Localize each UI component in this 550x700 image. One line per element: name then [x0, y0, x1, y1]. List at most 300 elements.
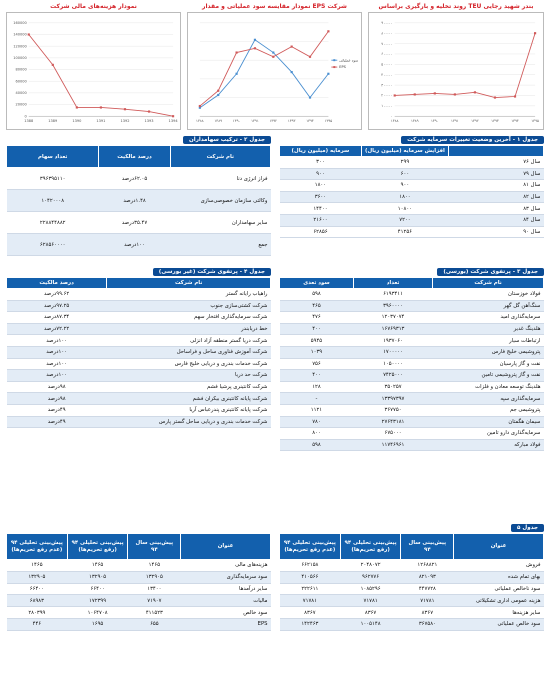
- value-cell: ۱۳۲۹۰۵: [7, 571, 68, 583]
- value-cell: ۵۹۴۵: [280, 335, 354, 347]
- table-row: [7, 618, 271, 630]
- table-row: [280, 289, 544, 301]
- table-row: [7, 381, 271, 393]
- row-label-cell: راهیاب رایانه گستر: [107, 289, 271, 301]
- column-header: تعداد: [353, 278, 432, 289]
- table-row: [280, 180, 544, 192]
- x-tick-label: 1394: [168, 119, 178, 124]
- table-row: [280, 203, 544, 215]
- x-tick-label: 1390: [72, 119, 82, 124]
- value-cell: ۹۰۰: [361, 180, 448, 192]
- value-cell: ۱۳۴۰۰: [128, 583, 181, 595]
- value-cell: ۶۸۹۸۳: [7, 595, 68, 607]
- data-point: [454, 93, 456, 95]
- value-cell: ۵۹۸: [280, 439, 354, 451]
- table-forecast: [6, 524, 544, 631]
- value-cell: ۷۲۰۰: [361, 214, 448, 226]
- data-point: [394, 94, 396, 96]
- column-header: پیش‌بینی تحلیلی ۹۴ (رفع تحریم‌ها): [340, 534, 401, 560]
- value-cell: ۴۴۶: [7, 618, 68, 630]
- value-cell: ۲۸۰۳۹۹: [7, 607, 68, 619]
- legend-label: سود عملیاتی: [339, 58, 359, 63]
- value-cell: ۴۰۰: [280, 370, 354, 382]
- value-cell: ۱۰۶۴۷۰۸: [67, 607, 128, 619]
- value-cell: ۲۷۶۴۳۱۸۱: [353, 416, 432, 428]
- y-tick-label: ۰: [390, 114, 393, 119]
- table-row: [280, 168, 544, 180]
- table-row: [280, 439, 544, 451]
- value-cell: ۹۰۰: [280, 168, 362, 180]
- value-cell: ۳۹۶۰۰۰۰: [353, 300, 432, 312]
- table-tag: جدول ۳ - پرتفوی شرکت (بورسی): [437, 268, 544, 276]
- value-cell: ۱۳۳۹۷۳۹۷: [353, 393, 432, 405]
- data-point: [272, 56, 274, 58]
- value-cell: ۶۶۲۱۵۸: [280, 560, 341, 572]
- y-tick-label: ۱۰۰۰۰۰: [381, 104, 393, 109]
- chart-title: نمودار مقایسه سود عملیاتی و مقدار EPS شرکت: [202, 3, 347, 10]
- eps-line-chart: [188, 13, 361, 129]
- value-cell: ۱۴۶۵: [67, 560, 128, 572]
- value-cell: ۱۸۰۰: [280, 180, 362, 192]
- chart-teu-trend: [368, 3, 544, 130]
- value-cell: ۱۲۸: [280, 381, 354, 393]
- table-row: [7, 323, 271, 335]
- value-cell: ۹۸درصد: [7, 393, 107, 405]
- table-row: [280, 595, 544, 607]
- y-tick-label: ۴۰۰۰۰۰: [381, 72, 393, 77]
- data-point: [76, 106, 78, 108]
- value-cell: ۱۰۸۵۲۹۶: [340, 583, 401, 595]
- data-point: [254, 39, 256, 41]
- value-cell: ۷۲.۲۲درصد: [7, 323, 107, 335]
- value-cell: ۵۹۸: [280, 289, 354, 301]
- row-label-cell: بهای تمام شده: [454, 571, 544, 583]
- row-label-cell: سود خالص: [181, 607, 271, 619]
- x-tick-label: ۱۳۹۲: [471, 119, 479, 124]
- table-row: [280, 300, 544, 312]
- value-cell: ۱۲۰۳۷۰۷۴: [353, 312, 432, 324]
- data-point: [414, 93, 416, 95]
- forecast-table-left: [6, 533, 271, 631]
- row-label-cell: شرکت دریا گستر منطقه آزاد انزلی: [107, 335, 271, 347]
- value-cell: ۱۱۷۴۶۹۶۱: [353, 439, 432, 451]
- value-cell: ۶۲.۰۵درصد: [99, 168, 170, 190]
- x-tick-label: ۱۳۹۳: [491, 119, 499, 124]
- table-row: [7, 404, 271, 416]
- capital-changes-table: [279, 145, 544, 238]
- value-cell: ۱۶۹۵: [67, 618, 128, 630]
- value-cell: ۱.۴۸درصد: [99, 190, 170, 212]
- value-cell: ۱۹۳۷۰۶۰: [353, 335, 432, 347]
- value-cell: ۳۶۷۵۸۰: [401, 618, 454, 630]
- value-cell: ۴۰۰: [280, 323, 354, 335]
- y-tick-label: 100000: [13, 56, 27, 61]
- data-point: [291, 71, 293, 73]
- series-line: [395, 33, 535, 97]
- column-header: نام شرکت: [433, 278, 544, 289]
- data-point: [235, 51, 237, 53]
- row-label-cell: سایر درآمدها: [181, 583, 271, 595]
- x-tick-label: ۱۳۹۴: [511, 119, 519, 124]
- table-row: [7, 289, 271, 301]
- x-tick-label: 1392: [120, 119, 130, 124]
- legend-marker: [333, 59, 335, 61]
- table-row: [280, 393, 544, 405]
- y-tick-label: 120000: [13, 44, 27, 49]
- x-tick-label: 1388: [24, 119, 34, 124]
- value-cell: -: [280, 393, 354, 405]
- x-tick-label: ۱۳۹۴: [306, 119, 314, 124]
- chart-title: نمودار هزینه‌های مالی شرکت: [50, 3, 137, 10]
- value-cell: ۲۰۴۸۰۷۲: [340, 560, 401, 572]
- column-header: نام شرکت: [107, 278, 271, 289]
- y-tick-label: ۶۰۰۰۰۰: [381, 52, 393, 57]
- value-cell: ۹۹.۶۲درصد: [7, 289, 107, 301]
- row-label-cell: سال ۹۰: [448, 226, 543, 238]
- x-tick-label: ۱۳۹۲: [269, 119, 278, 124]
- row-label-cell: مالیات: [181, 595, 271, 607]
- row-label-cell: سود خالص عملیاتی: [454, 618, 544, 630]
- table-row: [7, 168, 271, 190]
- value-cell: ۷۱۷۸۱: [280, 595, 341, 607]
- shareholders-table: [6, 145, 271, 256]
- value-cell: ۸۳۶۷: [401, 607, 454, 619]
- column-header: پیش‌بینی تحلیلی ۹۴ (عدم رفع تحریم‌ها): [7, 534, 68, 560]
- row-label-cell: فولاد مبارکه: [433, 439, 544, 451]
- legend-label: EPS: [339, 65, 346, 70]
- data-point: [291, 46, 293, 48]
- y-tick-label: 160000: [13, 21, 27, 26]
- table-row: [280, 560, 544, 572]
- y-tick-label: 0: [24, 114, 27, 119]
- value-cell: ۴۹درصد: [7, 416, 107, 428]
- row-label-cell: سرمایه‌گذاری سپه: [433, 393, 544, 405]
- value-cell: ۳۰۰: [280, 157, 362, 169]
- y-tick-label: ۹۰۰۰۰۰: [381, 21, 393, 26]
- column-header: سود تعدی: [280, 278, 354, 289]
- value-cell: ۷۱۷۸۱: [340, 595, 401, 607]
- table-row: [280, 157, 544, 169]
- table-row: [7, 560, 271, 572]
- row-label-cell: سال ۸۲: [448, 191, 543, 203]
- table-row: [280, 312, 544, 324]
- row-label-cell: هلدینگ توسعه معادن و فلزات: [433, 381, 544, 393]
- table-tag: جدول ۵: [511, 524, 544, 532]
- row-label-cell: هلدینگ غدیر: [433, 323, 544, 335]
- row-label-cell: پتروشیمی جم: [433, 404, 544, 416]
- y-tick-label: ۲۰۰۰۰۰: [381, 93, 393, 98]
- non-exchange-portfolio-table: [6, 277, 271, 428]
- value-cell: ۹۶۲۷۷۶: [340, 571, 401, 583]
- data-point: [100, 106, 102, 108]
- data-point: [272, 51, 274, 53]
- value-cell: ۲۱۶۰۰: [280, 214, 362, 226]
- table-row: [7, 583, 271, 595]
- column-header: پیش‌بینی تحلیلی ۹۴ (عدم رفع تحریم‌ها): [280, 534, 341, 560]
- table-row: [280, 428, 544, 440]
- value-cell: ۹۸درصد: [7, 381, 107, 393]
- column-header: عنوان: [454, 534, 544, 560]
- value-cell: ۴۶۵: [280, 300, 354, 312]
- table-row: [7, 346, 271, 358]
- row-label-cell: هزینه عمومی اداری تشکیلاتی: [454, 595, 544, 607]
- value-cell: ۱۰۴۲۰۰۰۸: [7, 190, 99, 212]
- value-cell: ۱۲۶۸۸۲۱: [401, 560, 454, 572]
- table-row: [7, 416, 271, 428]
- x-tick-label: ۱۳۸۹: [410, 119, 419, 124]
- y-tick-label: 40000: [15, 91, 27, 96]
- x-tick-label: ۱۳۹۱: [251, 119, 259, 124]
- table-non-exchange-portfolio: [6, 268, 271, 428]
- row-label-cell: جمع: [170, 234, 270, 256]
- row-label-cell: وکالتی سازمان خصوصی‌سازی: [170, 190, 270, 212]
- value-cell: ۱۰۰درصد: [7, 346, 107, 358]
- data-point: [217, 90, 219, 92]
- table-row: [280, 583, 544, 595]
- chart-financial-costs: [6, 3, 181, 130]
- exchange-portfolio-table: [279, 277, 544, 451]
- row-label-cell: سایر هزینه‌ها: [454, 607, 544, 619]
- data-point: [327, 30, 329, 32]
- value-cell: ۱۰۳۹: [280, 346, 354, 358]
- value-cell: ۳۶۰۰: [280, 191, 362, 203]
- row-label-cell: سرمایه‌گذاری امید: [433, 312, 544, 324]
- table-row: [280, 335, 544, 347]
- data-point: [474, 91, 476, 93]
- value-cell: ۶۶۴۰۰: [67, 583, 128, 595]
- value-cell: ۱۳۲۹۰۵: [67, 571, 128, 583]
- column-header: تعداد سهام: [7, 146, 99, 168]
- value-cell: ۱۰۰۵۱۴۸: [340, 618, 401, 630]
- value-cell: ۴۱۲۵۶: [361, 226, 448, 238]
- table-capital-changes: [279, 136, 544, 238]
- value-cell: ۱۴۴۰۰: [280, 203, 362, 215]
- y-tick-label: 140000: [13, 32, 27, 37]
- data-point: [434, 92, 436, 94]
- value-cell: ۱۷۲۳۹۹: [67, 595, 128, 607]
- value-cell: ۱۰۰درصد: [7, 370, 107, 382]
- data-point: [28, 33, 30, 35]
- data-point: [52, 64, 54, 66]
- table-row: [280, 571, 544, 583]
- forecast-table-right: [279, 533, 544, 631]
- table-row: [280, 404, 544, 416]
- row-label-cell: خط دریابندر: [107, 323, 271, 335]
- chart-eps-comparison: [187, 3, 362, 130]
- table-row: [280, 214, 544, 226]
- row-label-cell: شرکت سرمایه‌گذاری افتخار سهم: [107, 312, 271, 324]
- row-label-cell: شرکت کشتی‌سازی جنوب: [107, 300, 271, 312]
- row-label-cell: سال ۷۹: [448, 168, 543, 180]
- row-label-cell: شرکت پایانه کانتینری پندرعباس آریا: [107, 404, 271, 416]
- row-label-cell: فولاد خوزستان: [433, 289, 544, 301]
- column-header: پیش‌بینی سال ۹۴: [401, 534, 454, 560]
- data-point: [199, 105, 201, 107]
- data-point: [217, 94, 219, 96]
- y-tick-label: 80000: [15, 67, 27, 72]
- financial-costs-line-chart: [7, 13, 180, 129]
- row-label-cell: فراز انرژی دنا: [170, 168, 270, 190]
- table-row: [7, 212, 271, 234]
- x-tick-label: ۱۳۸۸: [196, 119, 204, 124]
- column-header: نام شرکت: [170, 146, 270, 168]
- x-tick-label: ۱۳۸۸: [390, 119, 399, 124]
- value-cell: ۸۲۱۰۹۳: [401, 571, 454, 583]
- row-label-cell: شرکت خدمات بندری و دریایی خلیج فارس: [107, 358, 271, 370]
- row-label-cell: شرکت آموزش فناوری ساحل و فراساحل: [107, 346, 271, 358]
- x-tick-label: 1389: [48, 119, 58, 124]
- x-tick-label: ۱۳۹۳: [287, 119, 296, 124]
- row-label-cell: شرکت پایانه کانتینری بیکران فشم: [107, 393, 271, 405]
- column-header: عنوان: [181, 534, 271, 560]
- table-row: [7, 393, 271, 405]
- value-cell: ۶۰۰: [361, 168, 448, 180]
- value-cell: ۳۹۶۳۹۵۱۱۰: [7, 168, 99, 190]
- legend-marker: [333, 66, 335, 68]
- table-row: [7, 234, 271, 256]
- table-row: [280, 358, 544, 370]
- table-row: [280, 381, 544, 393]
- row-label-cell: هزینه‌های مالی: [181, 560, 271, 572]
- table-row: [7, 300, 271, 312]
- row-label-cell: شرکت حد دریا: [107, 370, 271, 382]
- value-cell: ۷۵۶: [280, 358, 354, 370]
- row-label-cell: فروش: [454, 560, 544, 572]
- value-cell: ۸۳۶۷: [280, 607, 341, 619]
- row-label-cell: سایر سهامداران: [170, 212, 270, 234]
- value-cell: ۶۲۸۵۶۰۰۰۰: [7, 234, 99, 256]
- table-row: [280, 346, 544, 358]
- value-cell: ۶۲۸۵۶: [280, 226, 362, 238]
- chart-title: روند تخلیه و بارگیری براساس TEU بندر شهید رجایی: [378, 3, 534, 10]
- value-cell: ۳۵۰۲۵۷: [353, 381, 432, 393]
- y-tick-label: ۳۰۰۰۰۰: [381, 83, 393, 88]
- row-label-cell: ارتباطات سیار: [433, 335, 544, 347]
- data-point: [148, 110, 150, 112]
- value-cell: ۱۱۲۱: [280, 404, 354, 416]
- table-row: [7, 312, 271, 324]
- y-tick-label: ۵۰۰۰۰۰: [381, 62, 393, 67]
- value-cell: ۴۴۷۷۲۸: [401, 583, 454, 595]
- row-label-cell: سال ۸۳: [448, 203, 543, 215]
- row-label-cell: شرکت خدمات بندری و دریایی ساحل گستر پارس: [107, 416, 271, 428]
- table-row: [280, 618, 544, 630]
- column-header: [448, 146, 543, 157]
- value-cell: ۳۶۷۷۵۰: [353, 404, 432, 416]
- table-row: [7, 607, 271, 619]
- row-label-cell: EPS: [181, 618, 271, 630]
- table-row: [7, 358, 271, 370]
- table-row: [280, 191, 544, 203]
- x-tick-label: ۱۳۹۰: [431, 119, 439, 124]
- table-tag: جدول ۲ - ترکیب سهامداران: [183, 136, 271, 144]
- column-header: سرمایه (میلیون ریال): [280, 146, 362, 157]
- row-label-cell: سنگ‌آهن گل گهر: [433, 300, 544, 312]
- data-point: [514, 95, 516, 97]
- data-point: [327, 73, 329, 75]
- value-cell: ۹۷.۲۵درصد: [7, 300, 107, 312]
- value-cell: ۸۳۶۷: [340, 607, 401, 619]
- value-cell: ۶۶۴۰۰: [7, 583, 68, 595]
- table-shareholders: [6, 136, 271, 256]
- column-header: درصد مالکیت: [7, 278, 107, 289]
- column-header: پیش‌بینی تحلیلی ۹۴ (رفع تحریم‌ها): [67, 534, 128, 560]
- table-exchange-portfolio: [279, 268, 544, 451]
- table-row: [7, 595, 271, 607]
- value-cell: ۴۱۱۵۲۳: [128, 607, 181, 619]
- value-cell: ۱۳۲۹۰۵: [128, 571, 181, 583]
- x-tick-label: 1393: [144, 119, 154, 124]
- table-row: [7, 335, 271, 347]
- value-cell: ۱۴۶۵: [7, 560, 68, 572]
- table-row: [280, 323, 544, 335]
- data-point: [172, 115, 174, 117]
- table-row: [7, 571, 271, 583]
- data-point: [235, 73, 237, 75]
- table-row: [7, 190, 271, 212]
- value-cell: ۱۷۰۰۰۰۰: [353, 346, 432, 358]
- y-tick-label: 20000: [15, 102, 27, 107]
- data-point: [124, 108, 126, 110]
- x-tick-label: ۱۳۸۹: [214, 119, 223, 124]
- table-row: [280, 226, 544, 238]
- value-cell: ۶۵۵: [128, 618, 181, 630]
- row-label-cell: سال ۸۴: [448, 214, 543, 226]
- value-cell: ۸۷.۳۴درصد: [7, 312, 107, 324]
- value-cell: ۶۷۵۰۰۰: [353, 428, 432, 440]
- row-label-cell: سال ۸۱: [448, 180, 543, 192]
- value-cell: ۷۱۹۰۷: [128, 595, 181, 607]
- value-cell: ۱۴۶۵: [128, 560, 181, 572]
- y-tick-label: ۷۰۰۰۰۰: [381, 41, 393, 46]
- row-label-cell: سال ۷۶: [448, 157, 543, 169]
- y-tick-label: ۸۰۰۰۰۰: [381, 31, 393, 36]
- value-cell: ۷۱۷۸۱: [401, 595, 454, 607]
- row-label-cell: نفت و گاز پتروشیمی تامین: [433, 370, 544, 382]
- value-cell: ۳۵.۴۷درصد: [99, 212, 170, 234]
- value-cell: ۲۹۹: [361, 157, 448, 169]
- series-line: [29, 35, 173, 117]
- row-label-cell: شرکت کانتینری پرشیا فشم: [107, 381, 271, 393]
- table-row: [280, 607, 544, 619]
- x-tick-label: ۱۳۹۰: [232, 119, 241, 124]
- column-header: درصد مالکیت: [99, 146, 170, 168]
- data-point: [309, 56, 311, 58]
- value-cell: ۸۰۰: [280, 428, 354, 440]
- value-cell: ۱۴۲۴۶۳: [280, 618, 341, 630]
- table-row: [280, 370, 544, 382]
- value-cell: ۱۸۰۰: [361, 191, 448, 203]
- value-cell: ۲۲۲۶۱۱: [280, 583, 341, 595]
- value-cell: ۱۰۸۰۰: [361, 203, 448, 215]
- data-point: [309, 96, 311, 98]
- row-label-cell: سود ناخالص عملیاتی: [454, 583, 544, 595]
- column-header: افزایش سرمایه (میلیون ریال): [361, 146, 448, 157]
- x-tick-label: ۱۳۹۵: [324, 119, 333, 124]
- value-cell: ۷۴۲۵۰۰۰: [353, 370, 432, 382]
- table-tag: جدول ۴ - پرتفوی شرکت (غیر بورسی): [153, 268, 271, 276]
- x-tick-label: ۱۳۹۱: [451, 119, 459, 124]
- column-header: پیش‌بینی سال ۹۴: [128, 534, 181, 560]
- value-cell: ۴۹درصد: [7, 404, 107, 416]
- value-cell: ۷۸۰: [280, 416, 354, 428]
- value-cell: ۱۰۵۰۰۰۰: [353, 358, 432, 370]
- value-cell: ۲۲۸۸۴۴۸۸۲: [7, 212, 99, 234]
- value-cell: ۴۷۶: [280, 312, 354, 324]
- value-cell: ۱۶۷۶۹۳۱۳: [353, 323, 432, 335]
- value-cell: ۱۰۰درصد: [7, 358, 107, 370]
- value-cell: ۱۰۰درصد: [99, 234, 170, 256]
